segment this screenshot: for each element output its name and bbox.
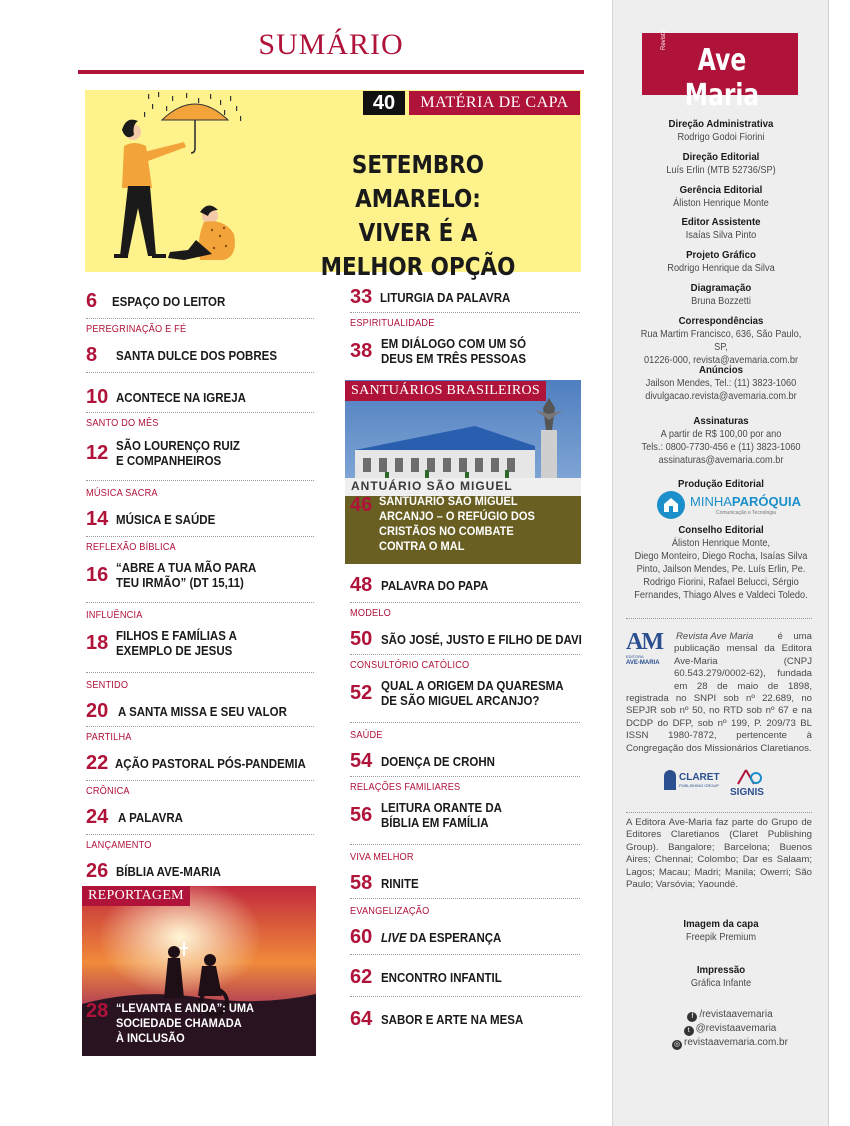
about-text-a: Revista Ave Maria xyxy=(676,631,754,642)
santuarios-feature[interactable] xyxy=(345,380,581,564)
toc-entry[interactable]: 50 SÃO JOSÉ, JUSTO E FILHO DE DAVI xyxy=(350,628,582,650)
credit-anuncios: Anúncios Jailson Mendes, Tel.: (11) 3823-1060 divulgacao.revista@avemaria.com.br xyxy=(645,364,797,402)
toc-entry[interactable]: 64 SABOR E ARTE NA MESA xyxy=(350,1008,524,1030)
toc-entry[interactable]: 22 AÇÃO PASTORAL PÓS-PANDEMIA xyxy=(86,752,306,774)
category-label: INFLUÊNCIA xyxy=(86,610,143,621)
toc-entry[interactable]: 56 LEITURA ORANTE DA BÍBLIA EM FAMÍLIA xyxy=(350,801,502,830)
toc-entry[interactable]: 52 QUAL A ORIGEM DA QUARESMA DE SÃO MIGUEL ARCANJO? xyxy=(350,679,564,708)
reportagem-title: “LEVANTA E ANDA”: UMA SOCIEDADE CHAMADA À INCLUSÃO xyxy=(116,1001,254,1045)
sanctuary-sign: ANTUÁRIO SÃO MIGUEL xyxy=(351,479,513,493)
credit-conselho-editorial: Conselho Editorial Áliston Henrique Monte, Diego Monteiro, Diego Rocha, Isaías Silva Pinto, Jailson Mendes, Pe. Luís Erlin, Pe. Rodrigo Fiorini, Rafael Belucci, Sérgio Fernandes, Thiago Alves e Valdeci Toledo. xyxy=(634,524,808,601)
toc-entry[interactable]: 10 ACONTECE NA IGREJA xyxy=(86,386,246,408)
category-label: ESPIRITUALIDADE xyxy=(350,318,435,329)
website-link[interactable]: ◎ revistaavemaria.com.br xyxy=(673,1037,788,1048)
category-label: RELAÇÕES FAMILIARES xyxy=(350,782,461,793)
reportagem-label: REPORTAGEM xyxy=(82,886,190,906)
group-text: A Editora Ave-Maria faz parte do Grupo de Editores Claretianos (Claret Publishing Group). Bangalore; Barcelona; Buenos Aires; Chennai; Colombo; Dar es Salaam; Lagos; Macau; Madri; Manila; Owerri; São Paulo; Varsóvia; Yaoundé. xyxy=(626,817,812,891)
signis-mark-icon xyxy=(734,768,764,786)
credit-correspondencias: Correspondências Rua Martim Francisco, 636, São Paulo, SP, 01226-000, revista@avemaria.com.br xyxy=(640,315,802,366)
category-label: CONSULTÓRIO CATÓLICO xyxy=(350,660,470,671)
claret-logo: CLARET PUBLISHING GROUP xyxy=(664,768,716,798)
facebook-link[interactable]: f /revistaavemaria xyxy=(650,1008,810,1022)
cover-headline: SETEMBRO AMARELO: VIVER É A MELHOR OPÇÃO xyxy=(320,150,516,281)
church-icon xyxy=(656,490,686,520)
santuarios-page-number: 46 xyxy=(350,494,373,516)
credit-direcao-administrativa: Direção Administrativa Rodrigo Godoi Fiorini xyxy=(668,118,774,143)
santuarios-label: SANTUÁRIOS BRASILEIROS xyxy=(345,381,546,401)
toc-entry[interactable]: 20 A SANTA MISSA E SEU VALOR xyxy=(86,700,287,722)
toc-entry[interactable]: 54 DOENÇA DE CROHN xyxy=(350,750,495,772)
category-label: MODELO xyxy=(350,608,391,619)
twitter-icon: t xyxy=(684,1026,694,1036)
category-label: EVANGELIZAÇÃO xyxy=(350,906,430,917)
toc-entry[interactable]: 33 LITURGIA DA PALAVRA xyxy=(350,286,511,308)
minha-paroquia-logo: MINHAPARÓQUIA Comunicação e Tecnologia xyxy=(656,490,806,520)
globe-icon: ◎ xyxy=(673,1041,681,1048)
category-label: LANÇAMENTO xyxy=(86,840,152,851)
credit-assinaturas: Assinaturas A partir de R$ 100,00 por ano Tels.: 0800-7730-456 e (11) 3823-1060 assinaturas@avemaria.com.br xyxy=(641,415,801,466)
title-rule xyxy=(78,70,584,74)
toc-entry[interactable]: 48 PALAVRA DO PAPA xyxy=(350,574,489,596)
toc-entry[interactable]: 6 ESPAÇO DO LEITOR xyxy=(86,290,226,312)
category-label: SENTIDO xyxy=(86,680,129,691)
facebook-icon: f xyxy=(687,1012,697,1022)
toc-entry[interactable]: 16 “ABRE A TUA MÃO PARA TEU IRMÃO” (DT 15,11) xyxy=(86,561,257,590)
credit-imagem-capa: Imagem da capa Freepik Premium xyxy=(683,918,759,943)
credit-projeto-grafico: Projeto Gráfico Rodrigo Henrique da Silva xyxy=(667,249,775,274)
twitter-link[interactable]: t @revistaavemaria xyxy=(650,1022,810,1036)
toc-entry[interactable]: 12 SÃO LOURENÇO RUIZ E COMPANHEIROS xyxy=(86,439,240,468)
toc-entry[interactable]: 58 RINITE xyxy=(350,872,419,894)
cover-page-number: 40 xyxy=(363,91,405,115)
editora-ave-maria-logo: AM EDITORA AVE-MARIA xyxy=(626,629,662,666)
category-label: REFLEXÃO BÍBLICA xyxy=(86,542,176,553)
toc-entry[interactable]: 18 FILHOS E FAMÍLIAS A EXEMPLO DE JESUS xyxy=(86,629,237,658)
toc-entry[interactable]: 26 BÍBLIA AVE-MARIA xyxy=(86,860,221,882)
toc-entry[interactable]: 38 EM DIÁLOGO COM UM SÓ DEUS EM TRÊS PESSOAS xyxy=(350,337,527,366)
toc-entry[interactable]: 24 A PALAVRA xyxy=(86,806,183,828)
toc-entry[interactable]: 62 ENCONTRO INFANTIL xyxy=(350,966,502,988)
credit-producao-editorial: Produção Editorial xyxy=(678,478,764,490)
ave-maria-logo: Revista Ave Maria xyxy=(642,33,798,95)
category-label: SAÚDE xyxy=(350,730,383,741)
credit-impressao: Impressão Gráfica Infante xyxy=(690,964,752,989)
cover-tag: MATÉRIA DE CAPA xyxy=(409,91,580,115)
signis-logo: SIGNIS xyxy=(728,768,778,802)
page-edge xyxy=(828,0,829,1126)
category-label: PARTILHA xyxy=(86,732,132,743)
credit-direcao-editorial: Direção Editorial Luís Erlin (MTB 52736/SP) xyxy=(666,151,776,176)
category-label: SANTO DO MÊS xyxy=(86,418,159,429)
toc-entry[interactable]: 8 SANTA DULCE DOS POBRES xyxy=(86,344,278,366)
page-title: SUMÁRIO xyxy=(258,28,404,61)
umbrella-illustration xyxy=(100,90,260,272)
category-label: PEREGRINAÇÃO E FÉ xyxy=(86,324,187,335)
santuarios-title: SANTUÁRIO SÃO MIGUEL ARCANJO – O REFÚGIO DOS CRISTÃOS NO COMBATE CONTRA O MAL xyxy=(379,494,535,553)
category-label: VIVA MELHOR xyxy=(350,852,414,863)
category-label: CRÔNICA xyxy=(86,786,130,797)
social-links xyxy=(650,1008,810,1050)
toc-entry[interactable]: 60 LIVE DA ESPERANÇA xyxy=(350,926,502,948)
credit-editor-assistente: Editor Assistente Isaías Silva Pinto xyxy=(681,216,761,241)
credit-diagramacao: Diagramação Bruna Bozzetti xyxy=(690,282,752,307)
credit-gerencia-editorial: Gerência Editorial Áliston Henrique Monte xyxy=(673,184,769,209)
reportagem-page-number: 28 xyxy=(86,1000,109,1022)
toc-entry[interactable]: 14 MÚSICA E SAÚDE xyxy=(86,508,216,530)
category-label: MÚSICA SACRA xyxy=(86,488,158,499)
reportagem-feature[interactable] xyxy=(82,886,316,1056)
about-paragraph: é uma publicação mensal da Editora Ave-Maria (CNPJ 60.543.279/0002-62), fundada em 28 de maio de 1898, registrada no SNPI sob nº 22.689, no SEPJR sob nº 50, no RTD sob nº 67 e na DCDP do DFP, sob nº 199, P. 209/73 BL ISSN 1980-7872, pertencente à Congregação dos Missionários Claretianos. xyxy=(626,631,812,754)
